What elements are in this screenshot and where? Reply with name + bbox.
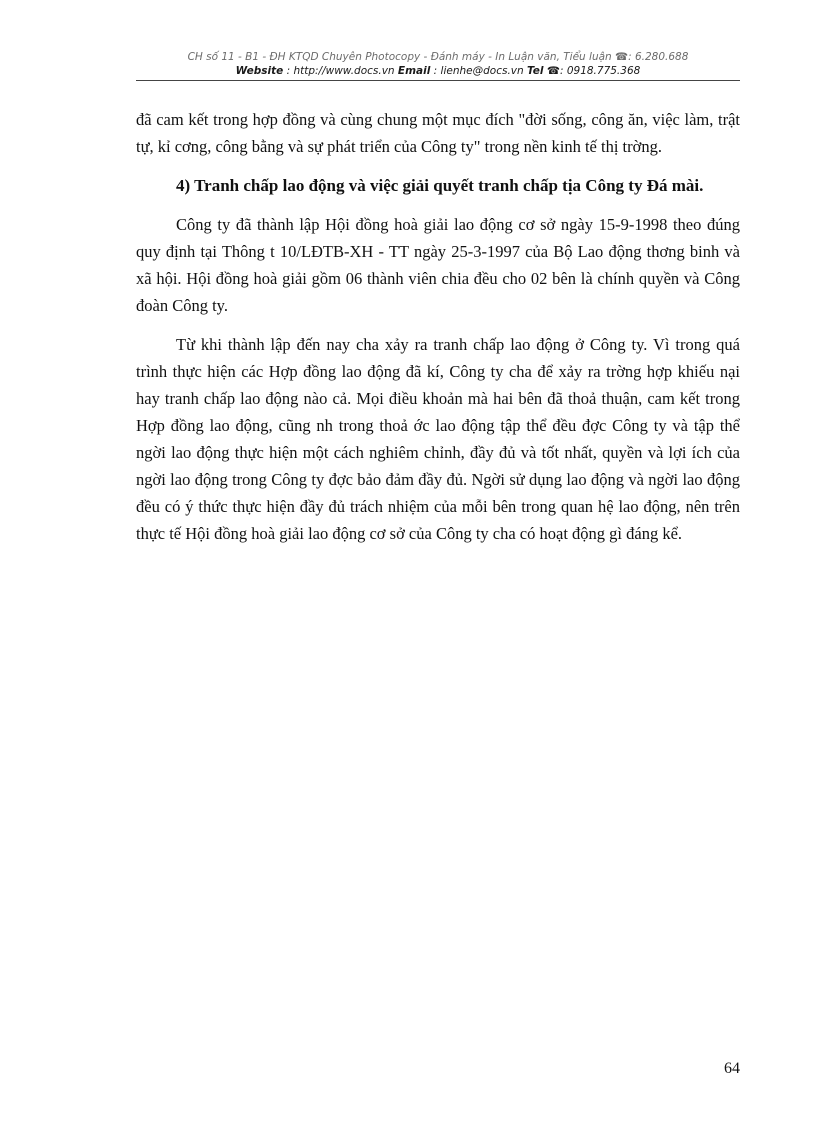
website-value: : http://www.docs.vn xyxy=(286,65,395,77)
email-value: : lienhe@docs.vn xyxy=(433,65,524,77)
page-header xyxy=(136,50,740,78)
header-divider xyxy=(136,80,740,81)
paragraph-continuation: đã cam kết trong hợp đồng và cùng chung một mục đích "đời sống, công ăn, việc làm, trật tự, kỉ cơng, công bằng và sự phát triển của Công ty" trong nền kinh tế thị trờng. xyxy=(136,110,740,156)
page-number: 64 xyxy=(724,1060,740,1077)
website-label: Website xyxy=(235,65,284,77)
tel-value: ☎: 0918.775.368 xyxy=(546,65,641,77)
header-line-1: CH số 11 - B1 - ĐH KTQD Chuyên Photocopy - Đánh máy - In Luận văn, Tiểu luận ☎: 6.280.688 xyxy=(187,51,689,63)
email-label: Email xyxy=(397,65,431,77)
paragraph-mediation-council: Công ty đã thành lập Hội đồng hoà giải lao động cơ sở ngày 15-9-1998 theo đúng quy định tại Thông t 10/LĐTB-XH - TT ngày 25-3-1997 của Bộ Lao động thơng binh và xã hội. Hội đồng hoà giải gồm 06 thành viên chia đều cho 02 bên là chính quyền và Công đoàn Công ty. xyxy=(136,215,740,315)
header-line-2 xyxy=(136,64,740,78)
document-body xyxy=(136,106,740,559)
paragraph-no-disputes: Từ khi thành lập đến nay cha xảy ra tranh chấp lao động ở Công ty. Vì trong quá trình thực hiện các Hợp đồng lao động đã kí, Công ty cha để xảy ra trờng hợp khiếu nại hay tranh chấp lao động nào cả. Mọi điều khoản mà hai bên đã thoả thuận, cam kết trong Hợp đồng lao động, cũng nh trong thoả ớc lao động tập thể đều đợc Công ty và tập thể ngời lao động thực hiện một cách nghiêm chỉnh, đầy đủ và tốt nhất, quyền và lợi ích của ngời lao động trong Công ty đợc bảo đảm đầy đủ. Ngời sử dụng lao động và ngời lao động đều có ý thức thực hiện đầy đủ trách nhiệm của mỗi bên trong quan hệ lao động, nên trên thực tế Hội đồng hoà giải lao động cơ sở của Công ty cha có hoạt động gì đáng kể. xyxy=(136,335,740,543)
tel-label: Tel xyxy=(527,65,544,77)
section-heading: 4) Tranh chấp lao động và việc giải quyết tranh chấp tịa Công ty Đá mài. xyxy=(176,176,704,195)
